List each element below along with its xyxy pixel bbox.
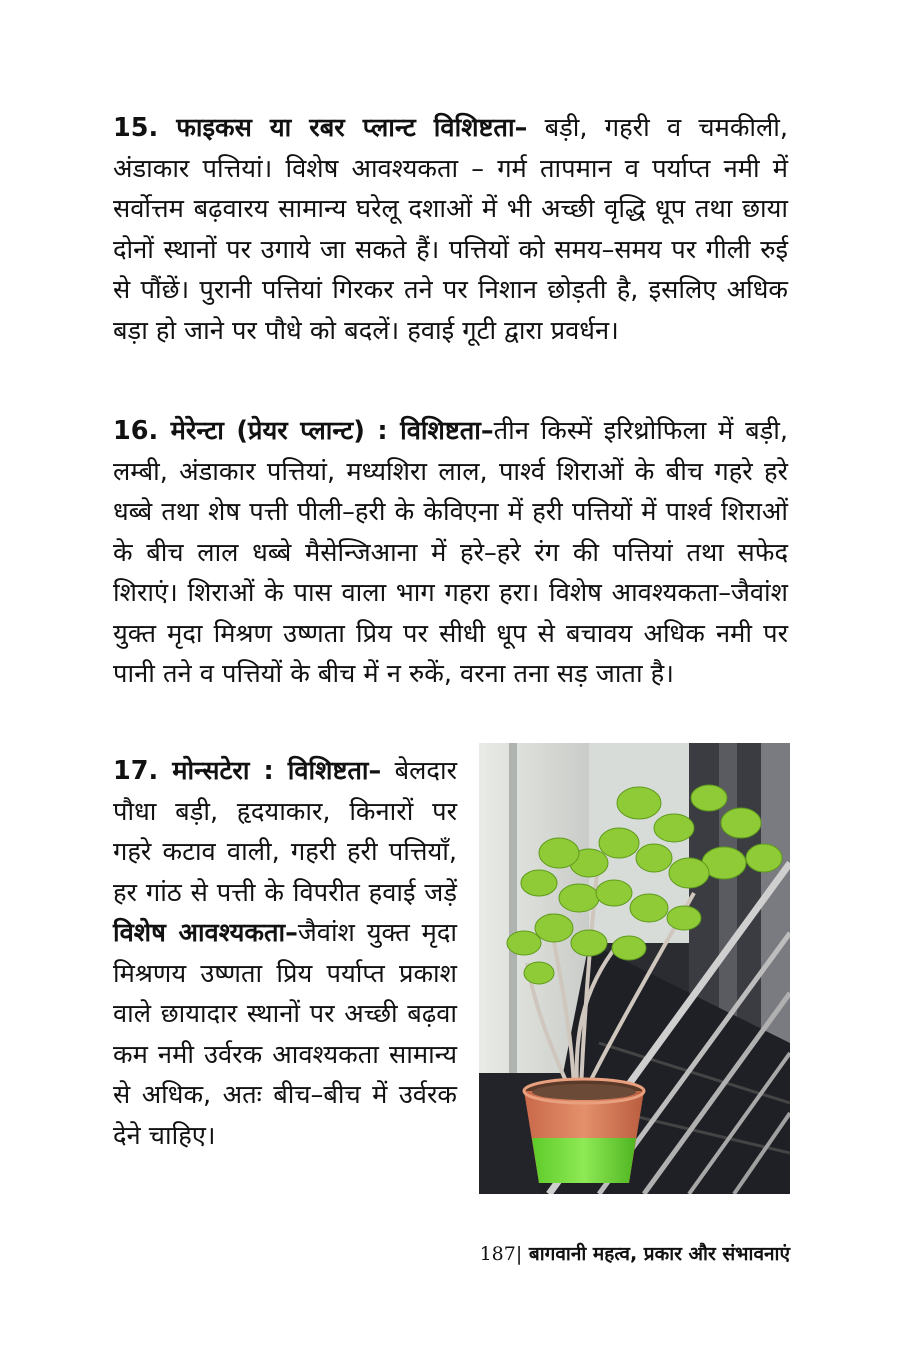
section-16-heading: 16. मेरेन्टा (प्रेयर प्लान्ट) : विशिष्टता–: [113, 416, 494, 446]
section-17-paragraph: [113, 751, 457, 1156]
section-17-body-part2: जैवांश युक्त मृदा मिश्रणय उष्णता प्रिय पर्याप्त प्रकाश वाले छायादार स्थानों पर अच्छी बढ़वा कम नमी उर्वरक आवश्यकता सामान्य से अधिक, अतः बीच–बीच में उर्वरक देने चाहिए।: [113, 918, 457, 1151]
section-17-heading: 17. मोन्सटेरा : विशिष्टता–: [113, 756, 382, 786]
section-15-body: बड़ी, गहरी व चमकीली, अंडाकार पत्तियां। विशेष आवश्यकता – गर्म तापमान व पर्याप्त नमी में सर्वोत्तम बढ़वारय सामान्य घरेलू दशाओं में भी अच्छी वृद्धि धूप तथा छाया दोनों स्थानों पर उगाये जा सकते हैं। पत्तियों को समय–समय पर गीली रुई से पौंछें। पुरानी पत्तियां गिरकर तने पर निशान छोड़ती है, इसलिए अधिक बड़ा हो जाने पर पौधे को बदलें। हवाई गूटी द्वारा प्रवर्धन।: [113, 113, 789, 346]
footer-separator: |: [515, 1243, 523, 1265]
section-15-heading: 15. फाइकस या रबर प्लान्ट विशिष्टता–: [113, 113, 528, 143]
section-17-body-part1: बेलदार पौधा बड़ी, हृदयाकार, किनारों पर गहरे कटाव वाली, गहरी हरी पत्तियाँ, हर गांठ से पत्ती के विपरीत हवाई जड़ें: [113, 756, 458, 908]
potted-plant-illustration: [479, 743, 790, 1194]
page-number: 187: [479, 1243, 516, 1265]
plant-photo: [479, 743, 790, 1194]
book-title: बागवानी महत्व, प्रकार और संभावनाएं: [522, 1243, 790, 1265]
section-17-subheading: विशेष आवश्यकता–: [113, 918, 298, 948]
section-16-body: तीन किस्में इरिथ्रोफिला में बड़ी, लम्बी, अंडाकार पत्तियां, मध्यशिरा लाल, पार्श्व शिराओं के बीच गहरे हरे धब्बे तथा शेष पत्ती पीली–हरी के केविएना में हरी पत्तियों में पार्श्व शिराओं के बीच लाल धब्बे मैसेन्जिआना में हरे–हरे रंग की पत्तियां तथा सफेद शिराएं। शिराओं के पास वाला भाग गहरा हरा। विशेष आवश्यकता–जैवांश युक्त मृदा मिश्रण उष्णता प्रिय पर सीधी धूप से बचावय अधिक नमी पर पानी तने व पत्तियों के बीच में न रुकें, वरना तना सड़ जाता है।: [113, 416, 788, 689]
section-16-paragraph: [113, 411, 788, 695]
section-15-paragraph: [113, 108, 788, 351]
page-footer: [480, 1240, 790, 1266]
